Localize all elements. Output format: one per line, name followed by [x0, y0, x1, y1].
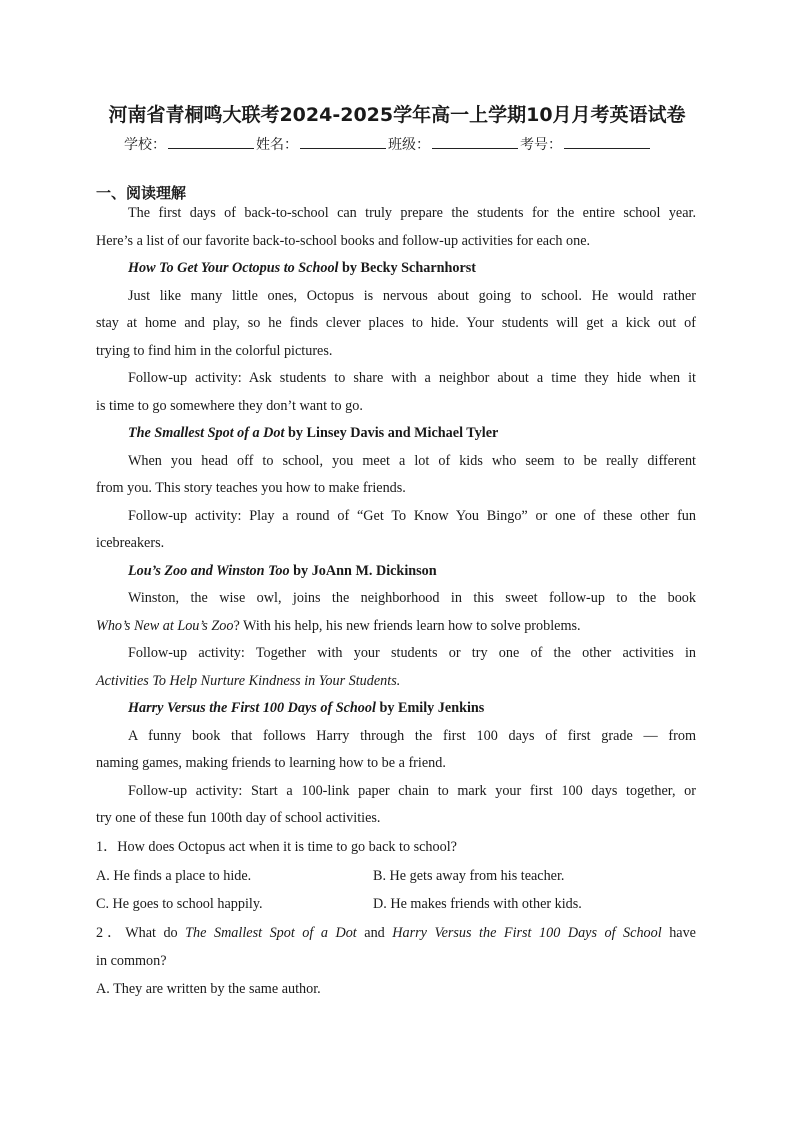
option-a[interactable]: A. He finds a place to hide. [96, 868, 252, 884]
book-desc-line: A funny book that follows Harry through the first 100 days of first grade — from [128, 727, 696, 744]
book-author: by JoAnn M. Dickinson [289, 562, 437, 579]
book-desc-line: When you head off to school, you meet a lot of kids who seem to be really different [128, 452, 696, 469]
name-label: 姓名： [256, 137, 298, 153]
followup-line: is time to go somewhere they don’t want to go. [96, 397, 363, 414]
followup-line [96, 668, 696, 696]
school-label: 学校： [124, 137, 166, 153]
student-info-line [124, 134, 704, 154]
book-title [96, 558, 696, 586]
section-title: 一、阅读理解 [96, 184, 187, 202]
followup-line: Follow-up activity: Play a round of “Get To Know You Bingo” or one of these other fun [128, 507, 696, 524]
book-title [96, 420, 696, 448]
option-a[interactable]: A. They are written by the same author. [96, 981, 321, 997]
followup-line: Follow-up activity: Start a 100-link paper chain to mark your first 100 days together, or [128, 782, 696, 799]
exam-number-blank[interactable] [564, 135, 650, 149]
book-desc-line: from you. This story teaches you how to make friends. [96, 480, 406, 496]
question-stem-cont: in common? [96, 952, 167, 969]
followup-line: Follow-up activity: Together with your students or try one of the other activities in [128, 645, 696, 661]
followup-line: Follow-up activity: Ask students to share with a neighbor about a time they hide when it [128, 370, 696, 386]
class-blank[interactable] [432, 135, 518, 149]
book-ref-italic: Who’s New at Lou’s Zoo [96, 617, 234, 634]
stem-book-italic: The Smallest Spot of a Dot [185, 925, 357, 941]
book-desc-line: Just like many little ones, Octopus is nervous about going to school. He would rather [128, 287, 696, 304]
book-title-italic: The Smallest Spot of a Dot [128, 425, 285, 441]
book-title-italic: Harry Versus the First 100 Days of School [128, 700, 376, 716]
option-row [96, 976, 696, 1004]
stem-part: 2．What do [96, 925, 186, 941]
activities-ref-italic: Activities To Help Nurture Kindness in Your Students. [96, 672, 401, 689]
book-title-italic: Lou’s Zoo and Winston Too [128, 562, 290, 579]
book-title [96, 255, 696, 283]
intro-line: Here’s a list of our favorite back-to-school books and follow-up activities for each one. [96, 232, 591, 249]
book-desc-line: naming games, making friends to learning how to be a friend. [96, 755, 446, 771]
book-title [96, 695, 696, 723]
exam-title: 河南省青桐鸣大联考2024-2025学年高一上学期10月月考英语试卷 [108, 104, 686, 126]
book-desc-line: trying to find him in the colorful pictures. [96, 342, 333, 359]
followup-line: icebreakers. [96, 535, 165, 551]
name-blank[interactable] [300, 135, 386, 149]
book-author: by Emily Jenkins [375, 700, 485, 716]
option-row [96, 891, 696, 919]
book-author: by Linsey Davis and Michael Tyler [284, 425, 499, 441]
question-stem: 1．How does Octopus act when it is time to go back to school? [96, 838, 457, 855]
option-b[interactable]: B. He gets away from his teacher. [373, 868, 565, 884]
book-desc-rest: ? With his help, his new friends learn how to solve problems. [233, 617, 581, 634]
school-blank[interactable] [168, 135, 254, 149]
stem-part: and [356, 925, 393, 941]
question-stem [96, 920, 696, 948]
followup-line: try one of these fun 100th day of school activities. [96, 810, 381, 826]
book-desc-line [96, 613, 696, 641]
option-d[interactable]: D. He makes friends with other kids. [373, 895, 582, 912]
intro-line: The first days of back-to-school can truly prepare the students for the entire school year. [128, 205, 696, 221]
stem-part: have [661, 925, 696, 941]
class-label: 班级： [388, 137, 430, 153]
book-author: by Becky Scharnhorst [338, 260, 477, 276]
book-desc-line: stay at home and play, so he finds clever places to hide. Your students will get a kick out of [96, 315, 696, 331]
option-c[interactable]: C. He goes to school happily. [96, 895, 263, 912]
exam-number-label: 考号： [520, 137, 562, 153]
book-desc-line: Winston, the wise owl, joins the neighborhood in this sweet follow-up to the book [128, 590, 696, 606]
book-title-italic: How To Get Your Octopus to School [128, 260, 339, 276]
stem-book-italic: Harry Versus the First 100 Days of School [392, 925, 662, 941]
option-row [96, 863, 696, 891]
reading-passage [96, 200, 696, 1004]
